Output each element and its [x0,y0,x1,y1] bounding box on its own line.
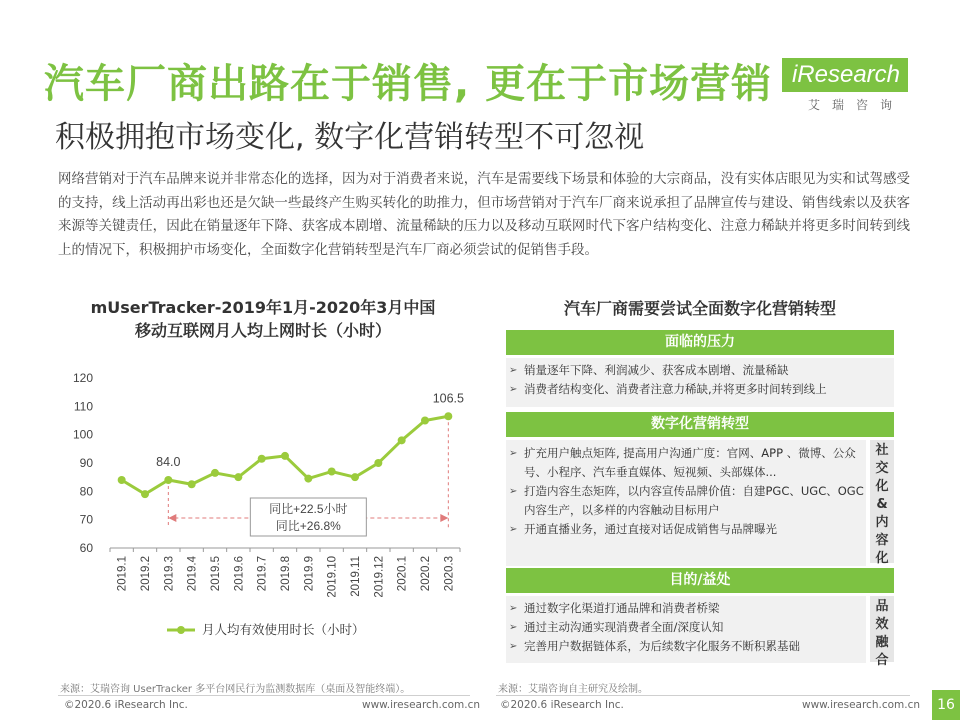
x-tick-label: 2020.1 [396,556,409,592]
line-chart [55,360,475,650]
x-tick-label: 2020.3 [443,556,456,592]
page-title: 汽车厂商出路在于销售, 更在于市场营销 [44,61,773,107]
annotation-arrow-head-left [168,514,176,522]
data-point [351,473,359,481]
data-point [304,475,312,483]
list-item: ➢ 扩充用户触点矩阵, 提高用户沟通广度：官网、APP 、微博、公众号、小程序、汽车垂直媒体、短视频、头部媒体... [506,444,866,482]
page-subtitle: 积极拥抱市场变化, 数字化营销转型不可忽视 [55,120,645,155]
legend-swatch-point [177,626,185,634]
list-item: ➢ 消费者结构变化、消费者注意力稀缺,并将更多时间转到线上 [506,380,894,399]
section-box-benefit [506,596,866,663]
data-point [281,452,289,460]
y-tick-label: 60 [79,541,93,555]
y-tick-label: 90 [79,456,93,470]
data-point [421,417,429,425]
list-item: ➢ 销量逐年下降、利润减少、获客成本剧增、流量稀缺 [506,361,894,380]
list-item: ➢ 通过数字化渠道打通品牌和消费者桥梁 [506,599,866,618]
chart-title-line-1: mUserTracker-2019年1月-2020年3月中国 [90,298,436,317]
footer-url-right[interactable]: www.iresearch.com.cn [802,699,921,711]
data-point [211,469,219,477]
x-tick-label: 2019.6 [233,556,246,592]
y-tick-label: 110 [73,399,93,414]
data-point [118,476,126,484]
source-right: 来源：艾瑞咨询自主研究及绘制。 [498,684,648,695]
data-point [398,436,406,444]
section-box-pressure [506,358,894,407]
x-tick-label: 2019.8 [280,556,292,592]
list-item: ➢ 打造内容生态矩阵，以内容宣传品牌价值：自建PGC、UGC、OGC内容生产，以多样的内容触动目标用户 [506,482,866,520]
data-point [258,455,266,463]
x-tick-label: 2019.11 [350,556,362,597]
x-tick-label: 2019.5 [210,556,222,592]
footer-url-left[interactable]: www.iresearch.com.cn [362,699,481,711]
data-point [234,473,242,481]
source-left: 来源：艾瑞咨询 UserTracker 多平台网民行为监测数据库（桌面及智能终端）。 [60,684,411,695]
section-head-transform: 数字化营销转型 [506,412,894,437]
right-panel-title: 汽车厂商需要尝试全面数字化营销转型 [563,299,836,318]
x-tick-label: 2020.2 [420,556,432,592]
annotation-line-2: 同比+26.8% [275,519,341,533]
iresearch-logo [778,58,908,112]
data-label: 84.0 [156,455,181,469]
x-tick-label: 2019.10 [326,556,339,598]
footer-copyright-left: ©2020.6 iResearch Inc. [64,699,188,711]
x-tick-label: 2019.4 [186,556,199,592]
x-tick-label: 2019.12 [373,556,386,598]
y-tick-label: 80 [79,484,93,499]
logo-cn: 艾瑞咨询 [807,98,904,112]
intro-paragraph: 网络营销对于汽车品牌来说并非常态化的选择，因为对于消费者来说，汽车是需要线下场景和体验的大宗商品，没有实体店眼见为实和试驾感受的支持，线上活动再出彩也还是欠缺一些最终产生购买转化的助推力，但市场营销对于汽车厂商来说承担了品牌宣传与建设、销售线索以及获客来源等关键责任，因此在销量逐年下降、获客成本剧增、流量稀缺的压力以及移动互联网时代下客户结构变化、注意力稀缺并将更多时间转到线上的情况下，积极拥护市场变化，全面数字化营销转型是汽车厂商必须尝试的促销售手段。 [58,171,910,258]
x-tick-label: 2019.7 [256,556,269,592]
section-box-transform [506,440,866,566]
y-tick-label: 100 [72,427,93,442]
data-point [164,476,172,484]
x-tick-label: 2019.9 [303,556,316,592]
data-point [328,468,336,476]
chart-title-line-2: 移动互联网月人均上网时长（小时） [134,321,391,340]
data-point [188,480,196,488]
section-head-pressure: 面临的压力 [506,330,894,355]
annotation-line-1: 同比+22.5小时 [269,502,348,516]
annotation-arrow-head-right [440,514,448,522]
y-tick-label: 120 [72,371,93,385]
legend-label: 月人均有效使用时长（小时） [202,623,365,637]
page-number: 16 [932,690,960,720]
data-point [374,459,382,467]
y-tick-label: 70 [79,512,93,527]
logo-brand: iResearch [782,58,908,92]
data-point [444,412,452,420]
chart-title [58,296,468,342]
data-label: 106.5 [432,391,464,406]
data-point [141,490,149,498]
x-tick-label: 2019.3 [163,556,176,592]
divider [58,695,470,696]
side-label-effect: 品效融合 [870,596,894,662]
list-item: ➢ 开通直播业务，通过直接对话促成销售与品牌曝光 [506,520,866,539]
side-label-social-content: 社交化&内容化 [870,440,894,563]
divider [496,695,910,696]
x-tick-label: 2019.2 [140,556,152,592]
list-item: ➢ 通过主动沟通实现消费者全面/深度认知 [506,618,866,637]
footer-copyright-right: ©2020.6 iResearch Inc. [500,699,624,711]
list-item: ➢ 完善用户数据链体系，为后续数字化服务不断积累基础 [506,637,866,656]
x-tick-label: 2019.1 [116,556,129,592]
section-head-benefit: 目的/益处 [506,568,894,593]
